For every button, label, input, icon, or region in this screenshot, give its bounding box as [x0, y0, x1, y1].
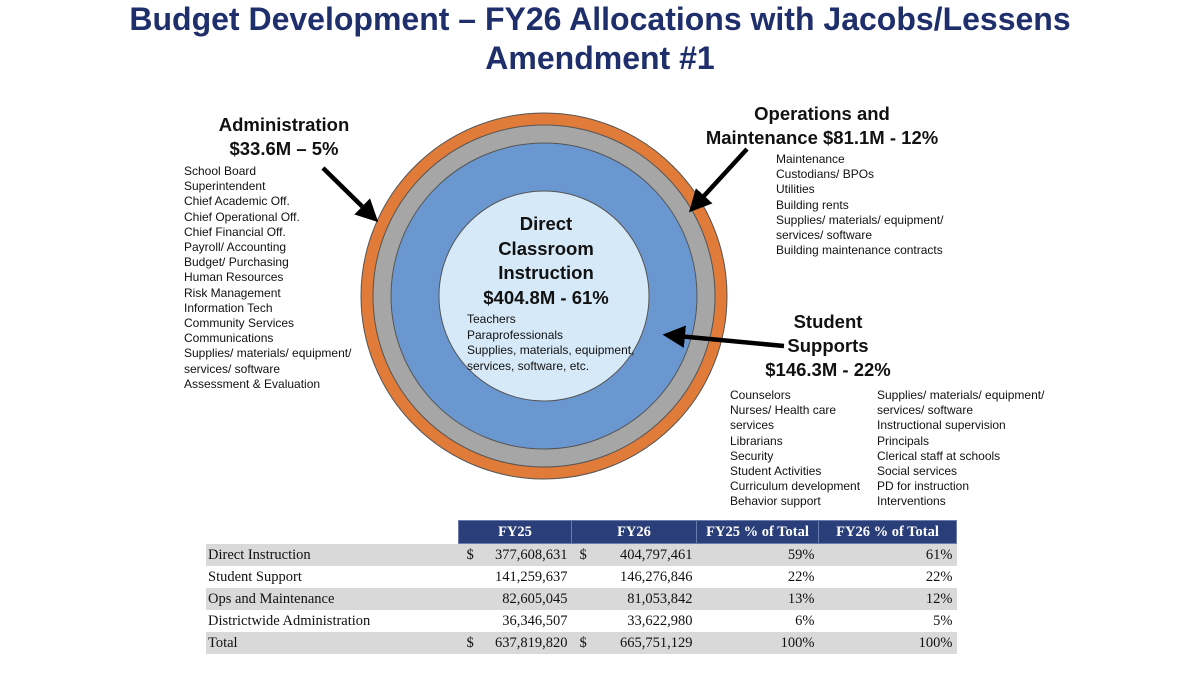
fy26-pct-value: 61%: [925, 547, 953, 563]
fy25-value: 82,605,045: [502, 591, 568, 607]
operations-items: [776, 152, 943, 258]
administration-items: [184, 164, 351, 392]
direct-instruction-header: [440, 212, 652, 310]
student-supports-item: Principals: [877, 433, 930, 448]
administration-item: services/ software: [184, 361, 281, 376]
administration-amount: $33.6M – 5%: [229, 138, 339, 159]
fy26-pct-value: 100%: [918, 635, 953, 651]
student-supports-item: Clerical staff at schools: [877, 448, 1001, 463]
fy25-pct-cell: [697, 632, 819, 654]
operations-item: Building maintenance contracts: [776, 243, 943, 258]
fy26-cell: [572, 588, 697, 610]
student-supports-item: Social services: [877, 464, 958, 479]
fy25-pct-value: 100%: [780, 635, 815, 651]
fy26-value: 81,053,842: [627, 591, 693, 607]
fy26-value: 665,751,129: [620, 635, 693, 651]
operations-item: Building rents: [776, 197, 849, 212]
row-label: Student Support: [208, 569, 302, 585]
table-row: [206, 610, 957, 632]
student-supports-item: Nurses/ Health care: [730, 403, 837, 418]
student-supports-item: PD for instruction: [877, 479, 970, 494]
student-supports-items-right: [877, 388, 1044, 510]
direct-instruction-item: Paraprofessionals: [467, 327, 564, 342]
fy25-pct-value: 13%: [787, 591, 815, 607]
table-header-row: [206, 521, 957, 544]
operations-item: Supplies/ materials/ equipment/: [776, 212, 944, 227]
administration-item: Supplies/ materials/ equipment/: [184, 346, 352, 361]
operations-title: Operations and: [754, 103, 890, 124]
operations-item: services/ software: [776, 228, 873, 243]
administration-item: Payroll/ Accounting: [184, 240, 287, 255]
table-row: [206, 632, 957, 654]
administration-item: Chief Operational Off.: [184, 209, 300, 224]
direct-line-1: Direct: [519, 213, 573, 234]
administration-item: Budget/ Purchasing: [184, 255, 289, 270]
table-header-fy26-pct: FY26 % of Total: [819, 521, 957, 544]
fy26-value: 146,276,846: [620, 569, 693, 585]
table-row: [206, 566, 957, 588]
operations-item: Maintenance: [776, 152, 845, 166]
fy25-value-wrap: [459, 588, 572, 610]
fy25-pct-cell: [697, 610, 819, 632]
fy26-cell: [572, 610, 697, 632]
row-label: Total: [206, 632, 459, 654]
administration-item: Information Tech: [184, 300, 273, 315]
direct-line-2: Classroom: [498, 237, 594, 259]
student-supports-header: [740, 310, 916, 382]
fy25-pct-value: 6%: [795, 613, 815, 629]
fy25-cell: [459, 588, 572, 610]
table-row: [206, 588, 957, 610]
fy25-pct-cell: [697, 544, 819, 567]
student-supports-items-left: [730, 388, 860, 510]
table-header-blank: [206, 521, 459, 544]
row-label: Direct Instruction: [206, 544, 459, 567]
allocation-table: [206, 520, 957, 654]
student-supports-item: services: [730, 418, 775, 433]
administration-item: Communications: [184, 331, 274, 346]
currency-symbol: $: [579, 635, 587, 651]
fy25-cell: [459, 566, 572, 588]
fy25-value: 377,608,631: [495, 547, 568, 563]
fy26-value-wrap: [572, 566, 697, 588]
fy26-value-wrap: [572, 610, 697, 632]
administration-item: Assessment & Evaluation: [184, 376, 321, 391]
direct-instruction-items: [467, 312, 634, 374]
fy25-value: 141,259,637: [495, 569, 568, 585]
student-supports-item: Interventions: [877, 494, 946, 509]
direct-instruction-item: Supplies, materials, equipment,: [467, 343, 635, 357]
fy25-value: 637,819,820: [495, 635, 568, 651]
administration-item: Superintendent: [184, 179, 266, 194]
fy25-pct-cell: [697, 588, 819, 610]
title-line-1: Budget Development – FY26 Allocations with Jacobs/Lessens: [129, 1, 1071, 37]
fy26-value-wrap: [572, 588, 697, 610]
student-title-2: Supports: [787, 335, 869, 356]
currency-symbol: $: [466, 635, 474, 651]
administration-item: Community Services: [184, 316, 295, 331]
fy26-value: 33,622,980: [627, 613, 693, 629]
title-line-2: Amendment #1: [485, 40, 715, 76]
operations-item: Custodians/ BPOs: [776, 167, 875, 182]
fy25-value-wrap: [459, 566, 572, 588]
fy25-pct-value: 59%: [787, 547, 815, 563]
table-header-fy26: FY26: [572, 521, 697, 544]
administration-item: School Board: [184, 164, 257, 178]
fy26-pct-cell: [819, 588, 957, 610]
direct-amount: $404.8M - 61%: [483, 286, 609, 308]
administration-header: [196, 113, 372, 161]
fy26-pct-cell: [819, 632, 957, 654]
fy26-pct-cell: [819, 544, 957, 567]
student-supports-item: Behavior support: [730, 494, 821, 509]
fy26-cell: [572, 632, 697, 654]
fy25-cell: [459, 632, 572, 654]
table-row: [206, 544, 957, 567]
fy25-value: 36,346,507: [502, 613, 568, 629]
fy25-pct-cell: [697, 566, 819, 588]
currency-symbol: $: [466, 547, 474, 563]
student-title-1: Student: [793, 311, 863, 332]
row-label: Ops and Maintenance: [206, 588, 459, 610]
fy26-cell: [572, 566, 697, 588]
student-supports-item: Supplies/ materials/ equipment/: [877, 388, 1045, 402]
student-supports-item: Security: [730, 448, 774, 463]
administration-item: Chief Financial Off.: [184, 224, 286, 239]
table-header-fy25: FY25: [459, 521, 572, 544]
student-amount: $146.3M - 22%: [765, 359, 891, 380]
administration-item: Human Resources: [184, 270, 284, 285]
administration-title: Administration: [218, 114, 350, 135]
fy25-value-wrap: [459, 610, 572, 632]
fy25-cell: [459, 610, 572, 632]
student-supports-item: Student Activities: [730, 464, 822, 479]
direct-instruction-item: services, software, etc.: [467, 358, 590, 373]
fy26-value: 404,797,461: [620, 547, 693, 563]
operations-header: [680, 102, 964, 150]
row-label: Districtwide Administration: [208, 613, 371, 629]
fy26-pct-cell: [819, 610, 957, 632]
fy25-value-wrap: [459, 632, 572, 654]
fy26-value-wrap: [572, 632, 697, 654]
direct-instruction-item: Teachers: [467, 312, 516, 326]
student-supports-item: Counselors: [730, 388, 791, 402]
operations-item: Utilities: [776, 182, 815, 197]
student-supports-item: Instructional supervision: [877, 418, 1006, 433]
arrow-operations: [692, 149, 747, 209]
administration-item: Risk Management: [184, 285, 281, 300]
direct-line-3: Instruction: [498, 262, 594, 283]
fy25-cell: [459, 544, 572, 567]
fy25-value-wrap: [459, 544, 572, 566]
table-header-fy25-pct: FY25 % of Total: [697, 521, 819, 544]
currency-symbol: $: [579, 547, 587, 563]
operations-amount: Maintenance $81.1M - 12%: [705, 127, 939, 148]
fy26-value-wrap: [572, 544, 697, 566]
student-supports-item: services/ software: [877, 403, 974, 418]
fy26-pct-value: 5%: [933, 613, 953, 629]
administration-item: Chief Academic Off.: [184, 194, 290, 209]
fy26-cell: [572, 544, 697, 567]
fy26-pct-value: 12%: [925, 591, 953, 607]
student-supports-item: Librarians: [730, 433, 783, 448]
fy26-pct-value: 22%: [925, 569, 953, 585]
fy26-pct-cell: [819, 566, 957, 588]
fy25-pct-value: 22%: [787, 569, 815, 585]
student-supports-item: Curriculum development: [730, 479, 861, 494]
